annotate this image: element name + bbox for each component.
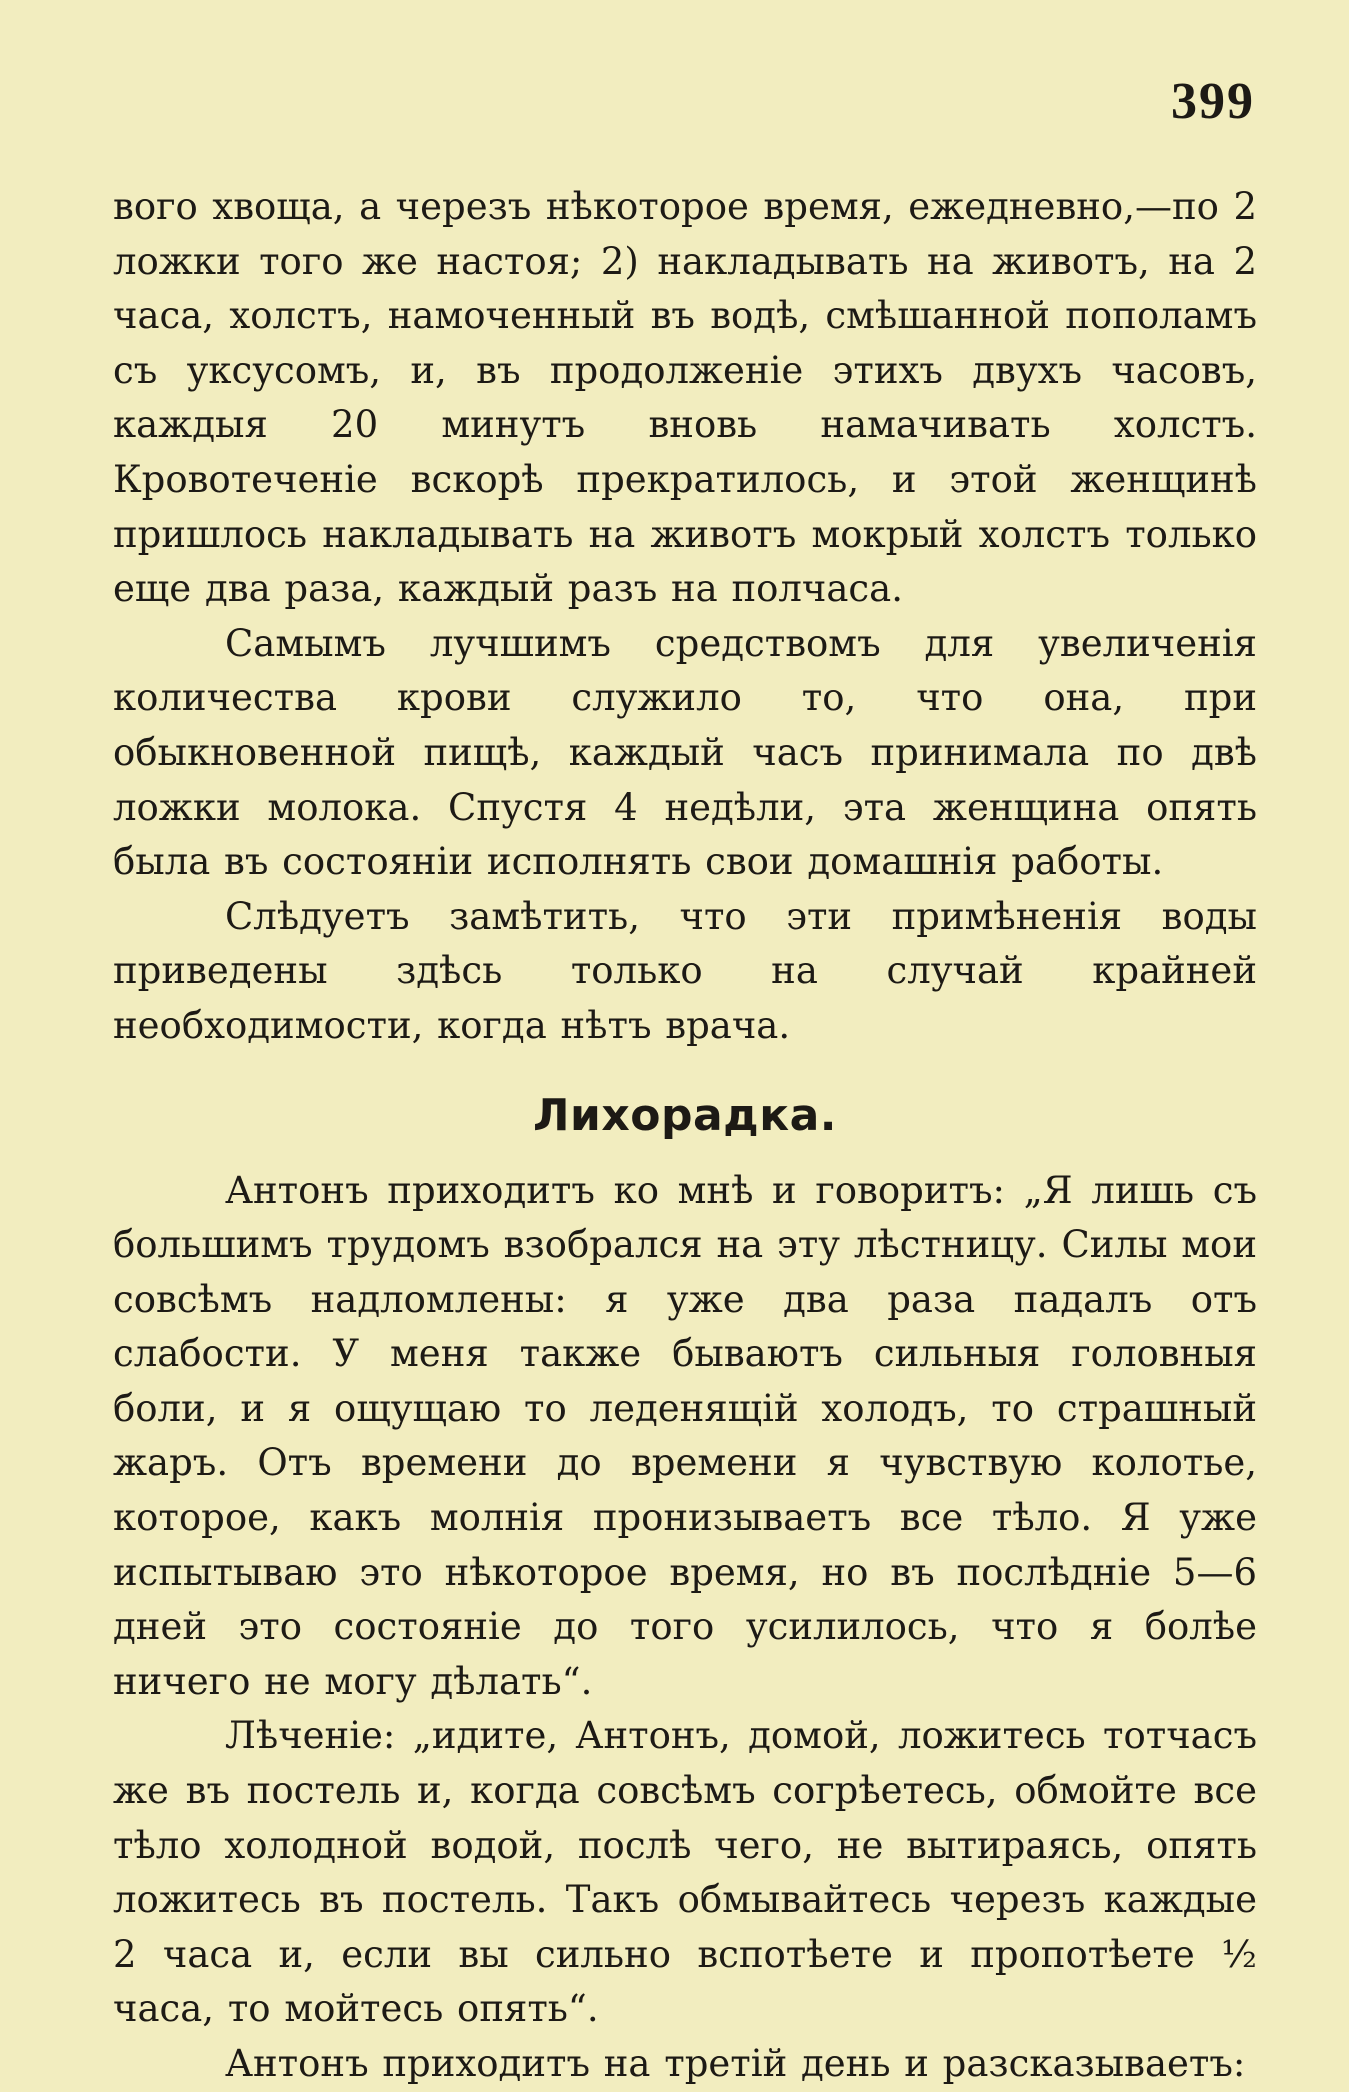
paragraph: Антонъ приходитъ ко мнѣ и говоритъ: „Я лишь съ большимъ трудомъ взобрался на эту лѣстницу. Силы мои совсѣмъ надломлены: я уже два раза падалъ отъ слабости. У меня также бываютъ сильныя головныя боли, и я ощущаю то леденящій холодъ, то страшный жаръ. Отъ времени до времени я чувствую колотье, которое, какъ молнія пронизываетъ все тѣло. Я уже испытываю это нѣкоторое время, но въ послѣдніе 5—6 дней это состояніе до того усилилось, что я болѣе ничего не могу дѣлать“. [113, 1168, 1257, 1703]
page-body [113, 180, 1257, 2092]
paragraph-continued: вого хвоща, а черезъ нѣкоторое время, ежедневно,—по 2 ложки того же настоя; 2) накладывать на животъ, на 2 часа, холстъ, намоченный въ водѣ, смѣшанной пополамъ съ уксусомъ, и, въ продолженіе этихъ двухъ часовъ, каждыя 20 минутъ вновь намачивать холстъ. Кровотеченіе вскорѣ прекратилось, и этой женщинѣ пришлось накладывать на животъ мокрый холстъ только еще два раза, каждый разъ на полчаса. [113, 185, 1257, 611]
paragraph: Лѣченіе: „идите, Антонъ, домой, ложитесь тотчасъ же въ постель и, когда совсѣмъ согрѣетесь, обмойте все тѣло холодной водой, послѣ чего, не вытираясь, опять ложитесь въ постель. Такъ обмывайтесь черезъ каждые 2 часа и, если вы сильно вспотѣете и пропотѣете ½ часа, то мойтесь опять“. [113, 1714, 1257, 2031]
paragraph: Антонъ приходитъ на третій день и разсказываетъ: [225, 2042, 1246, 2085]
paragraph: Слѣдуетъ замѣтить, что эти примѣненія воды приведены здѣсь только на случай крайней необходимости, когда нѣтъ врача. [113, 894, 1257, 1047]
page-number: 399 [1171, 73, 1255, 130]
paragraph: Самымъ лучшимъ средствомъ для увеличенія количества крови служило то, что она, при обыкновенной пищѣ, каждый часъ принимала по двѣ ложки молока. Спустя 4 недѣли, эта женщина опять была въ состояніи исполнять свои домашнія работы. [113, 621, 1257, 884]
section-heading: Лихорадка. [533, 1089, 837, 1141]
